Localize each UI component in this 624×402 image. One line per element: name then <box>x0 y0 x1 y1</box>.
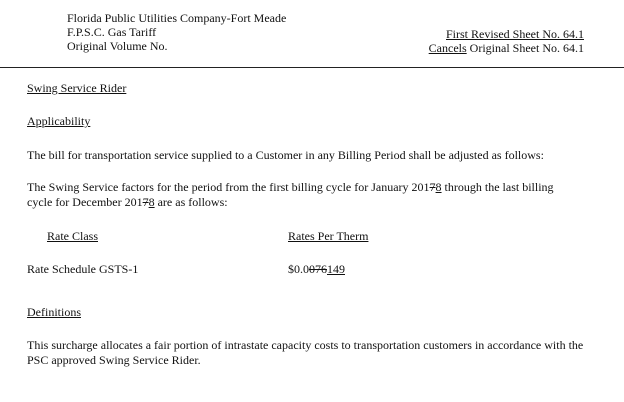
factors-line-2-start: cycle for December 201 <box>27 195 143 209</box>
rate-new-digits: 149 <box>327 262 345 276</box>
factors-line-2-end: are as follows: <box>154 195 228 209</box>
definitions-heading: Definitions <box>27 305 81 319</box>
header-divider <box>0 67 624 68</box>
new-year-digit: 8 <box>435 180 442 194</box>
factors-line-1-start: The Swing Service factors for the period from the first billing cycle for January 201 <box>27 180 430 194</box>
rate-class-header: Rate Class <box>47 229 98 243</box>
applicability-text: The bill for transportation service supplied to a Customer in any Billing Period shall be adjusted as follows: <box>27 148 544 162</box>
cancels-rest: Original Sheet No. 64.1 <box>466 41 584 55</box>
cancels-word: Cancels <box>428 41 467 55</box>
company-name: Florida Public Utilities Company-Fort Meade <box>67 11 287 25</box>
rate-prefix: $0.0 <box>288 262 309 276</box>
rider-title: Swing Service Rider <box>27 81 127 95</box>
struck-year-digit: 7 <box>429 180 436 194</box>
applicability-heading: Applicability <box>27 114 91 128</box>
volume-number: Original Volume No. <box>67 39 168 53</box>
rate-struck-digits: 076 <box>309 262 327 276</box>
rate-class-cell: Rate Schedule GSTS-1 <box>27 262 139 276</box>
rates-per-therm-header: Rates Per Therm <box>288 229 369 243</box>
factors-line-1 <box>27 180 554 194</box>
new-year-digit: 8 <box>148 195 155 209</box>
definitions-text: This surcharge allocates a fair portion of intrastate capacity costs to transportation customers in accordance with the PSC approved Swing Service Rider. <box>27 338 584 367</box>
cancels-line <box>429 41 584 55</box>
factors-line-1-end: through the last billing <box>441 180 554 194</box>
factors-line-2 <box>27 195 228 209</box>
rate-value-cell <box>288 262 345 276</box>
sheet-number: First Revised Sheet No. 64.1 <box>446 27 584 41</box>
struck-year-digit: 7 <box>142 195 149 209</box>
tariff-name: F.P.S.C. Gas Tariff <box>67 25 157 39</box>
